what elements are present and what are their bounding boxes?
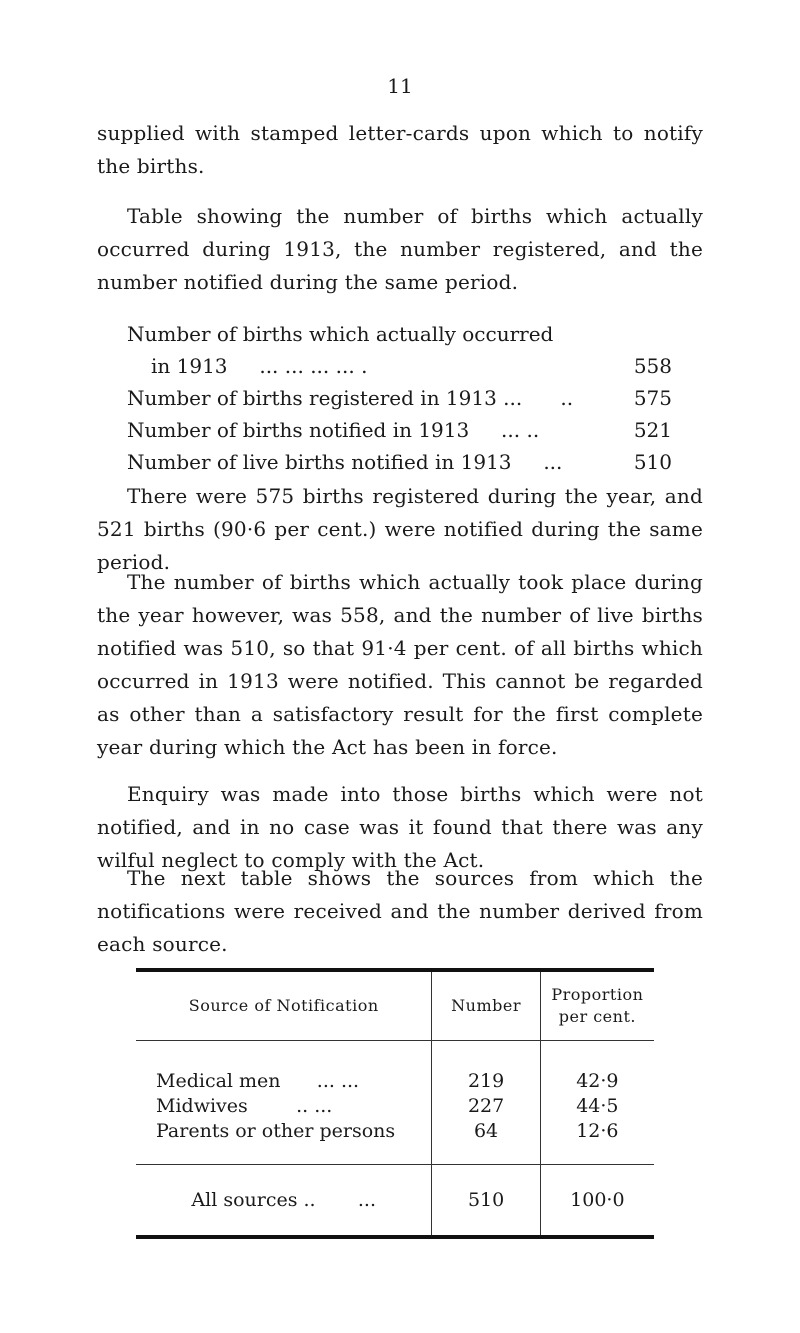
table-header-row: [136, 970, 654, 1041]
stat-row-occurred: [127, 350, 672, 382]
table-body-rows: [136, 1041, 654, 1165]
stat-label: Number of births notified in 1913 ... ..: [127, 418, 540, 442]
paragraph-intro: supplied with stamped letter-cards upon which to notify the births.: [97, 121, 703, 178]
dot-leader: ...: [357, 1189, 376, 1211]
dot-leader: ... ... ... ... .: [259, 354, 368, 378]
table-row-number: 227: [467, 1095, 505, 1117]
table-row-source: Midwives .. ...: [156, 1095, 333, 1117]
page-number: 11: [387, 74, 413, 98]
proportions-cell: [540, 1041, 654, 1165]
table-row-proportion: 42·9: [576, 1070, 619, 1092]
table-row-source: Parents or other persons: [156, 1120, 396, 1142]
stat-value: 521: [633, 418, 672, 442]
sources-table: [136, 968, 654, 1239]
total-source: All sources .. ...: [136, 1165, 432, 1238]
stat-row-live-notified: [127, 446, 672, 478]
birth-stats-list: [127, 318, 672, 478]
table-row-source: Medical men ... ...: [156, 1070, 360, 1092]
stat-label: Number of live births notified in 1913 ...: [127, 450, 563, 474]
table-row-number: 219: [467, 1070, 505, 1092]
header-source: Source of Notification: [136, 970, 432, 1041]
stat-label: Number of births registered in 1913 ... ..: [127, 386, 574, 410]
table-row-proportion: 44·5: [576, 1095, 619, 1117]
dot-leader: .. ...: [296, 1095, 333, 1117]
stat-row-notified: [127, 414, 672, 446]
stat-label: in 1913 ... ... ... ... .: [151, 354, 368, 378]
paragraph-next-table: The next table shows the sources from which the notifications were received and the number derived from each source.: [97, 866, 703, 956]
stat-row-occurred-line1: [127, 318, 672, 350]
paragraph-registered-vs-notified: There were 575 births registered during the year, and 521 births (90·6 per cent.) were notified during the same period.: [97, 484, 703, 574]
stat-value: 558: [633, 354, 672, 378]
table-total-row: [136, 1165, 654, 1238]
header-proportion: Proportion per cent.: [540, 970, 654, 1041]
stat-row-registered: [127, 382, 672, 414]
source-names-cell: [136, 1041, 432, 1165]
stat-label: Number of births which actually occurred: [127, 322, 554, 346]
paragraph-table-intro: Table showing the number of births which actually occurred during 1913, the number registered, and the number notified during the same period.: [97, 204, 703, 294]
table-row-proportion: 12·6: [576, 1120, 619, 1142]
header-number: Number: [432, 970, 540, 1041]
dot-leader: ...: [543, 450, 563, 474]
total-number: 510: [432, 1165, 540, 1238]
table-row-number: 64: [473, 1120, 499, 1142]
total-proportion: 100·0: [540, 1165, 654, 1238]
dot-leader: ... ..: [501, 418, 540, 442]
stat-value: 510: [633, 450, 672, 474]
dot-leader: ..: [560, 386, 574, 410]
dot-leader: ... ...: [316, 1070, 360, 1092]
paragraph-enquiry: Enquiry was made into those births which were not notified, and in no case was it found that there was any wilful neglect to comply with the Act.: [97, 782, 703, 872]
stat-value: 575: [633, 386, 672, 410]
paragraph-actual-births: The number of births which actually took place during the year however, was 558, and the number of live births notified was 510, so that 91·4 per cent. of all births which occurred in 1913 were notified. This cannot be regarded as other than a satisfactory result for the first complete year during which the Act has been in force.: [97, 570, 703, 759]
numbers-cell: [432, 1041, 540, 1165]
